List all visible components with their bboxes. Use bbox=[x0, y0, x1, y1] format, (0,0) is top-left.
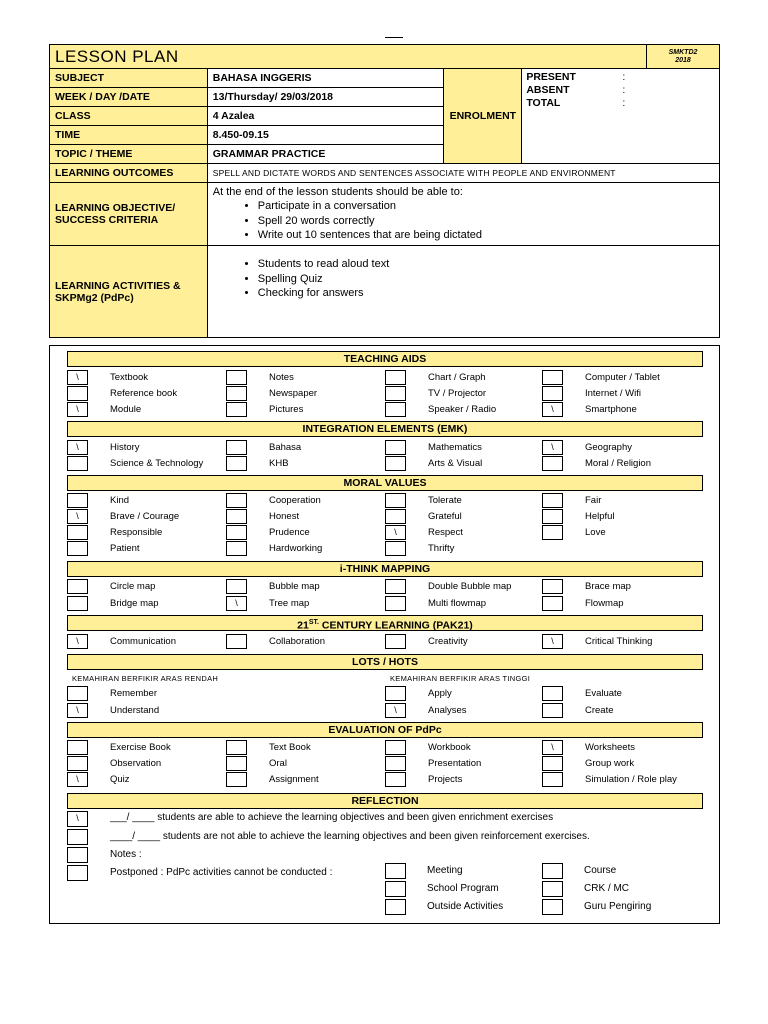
checkbox-label: Geography bbox=[585, 442, 633, 453]
checkbox[interactable] bbox=[385, 579, 406, 594]
checkbox[interactable] bbox=[67, 525, 88, 540]
class-label: CLASS bbox=[50, 107, 208, 126]
time-value: 8.450-09.15 bbox=[207, 126, 444, 145]
checkbox-label: Quiz bbox=[110, 774, 130, 785]
moral-values-header-text: MORAL VALUES bbox=[343, 477, 427, 489]
checkbox[interactable]: \ bbox=[67, 772, 88, 787]
checklist-row bbox=[50, 596, 721, 612]
ithink-header bbox=[67, 561, 703, 577]
topic-value: GRAMMAR PRACTICE bbox=[207, 145, 444, 164]
objective-list bbox=[258, 199, 714, 243]
postponed-option-checkbox[interactable] bbox=[542, 863, 563, 879]
checkbox-label: Internet / Wifi bbox=[585, 388, 641, 399]
reinforcement-checkbox[interactable] bbox=[67, 829, 88, 845]
checkbox[interactable] bbox=[542, 703, 563, 718]
objective-label-line2: SUCCESS CRITERIA bbox=[55, 214, 159, 226]
checkbox[interactable] bbox=[67, 596, 88, 611]
checkbox[interactable] bbox=[542, 509, 563, 524]
checklist-row bbox=[50, 703, 721, 719]
lots-hots-header-text: LOTS / HOTS bbox=[352, 656, 418, 668]
checkbox-label: Respect bbox=[428, 527, 463, 538]
checkbox-label: History bbox=[110, 442, 140, 453]
checkbox[interactable] bbox=[226, 402, 247, 417]
absent-colon: : bbox=[622, 84, 626, 96]
checkbox[interactable] bbox=[542, 456, 563, 471]
checkbox[interactable] bbox=[67, 541, 88, 556]
integration-header bbox=[67, 421, 703, 437]
checkbox-label: Mathematics bbox=[428, 442, 482, 453]
checkbox[interactable] bbox=[226, 579, 247, 594]
checkbox-label: Moral / Religion bbox=[585, 458, 651, 469]
total-label: TOTAL bbox=[526, 97, 561, 109]
checkbox[interactable] bbox=[385, 634, 406, 649]
checkbox-label: Smartphone bbox=[585, 404, 637, 415]
checkbox-label: Hardworking bbox=[269, 543, 323, 554]
checkbox[interactable] bbox=[542, 686, 563, 701]
checkbox[interactable] bbox=[67, 756, 88, 771]
checkbox[interactable] bbox=[226, 772, 247, 787]
checkbox[interactable] bbox=[385, 509, 406, 524]
checklist-section bbox=[49, 345, 720, 924]
checkbox-label: Multi flowmap bbox=[428, 598, 487, 609]
objective-intro: At the end of the lesson students should be able to: bbox=[212, 186, 463, 199]
checkbox-label: Speaker / Radio bbox=[428, 404, 497, 415]
activities-label-line2: SKPMg2 (PdPc) bbox=[55, 291, 134, 304]
pak21-title-sup: ST. bbox=[308, 619, 319, 626]
checklist-row bbox=[50, 509, 721, 525]
postponed-option-checkbox[interactable] bbox=[385, 899, 406, 915]
subject-label: SUBJECT bbox=[50, 69, 208, 88]
outcomes-label: LEARNING OUTCOMES bbox=[50, 164, 208, 183]
checkbox[interactable] bbox=[542, 579, 563, 594]
checkbox-label: Responsible bbox=[110, 527, 163, 538]
checkbox[interactable] bbox=[67, 456, 88, 471]
week-label: WEEK / DAY /DATE bbox=[50, 88, 208, 107]
moral-values-header bbox=[67, 475, 703, 491]
activities-list bbox=[258, 257, 714, 301]
enrichment-text: ___/ ____ students are able to achieve the learning objectives and been given enrichment exercises bbox=[110, 812, 554, 823]
checkbox-label: Presentation bbox=[428, 758, 482, 769]
checkbox[interactable]: \ bbox=[542, 440, 563, 455]
checkbox-label: Computer / Tablet bbox=[585, 372, 660, 383]
checkbox-label: Reference book bbox=[110, 388, 178, 399]
pak21-title-rest: CENTURY LEARNING (PAK21) bbox=[318, 619, 473, 632]
evaluation-header-text: EVALUATION OF PdPc bbox=[328, 724, 442, 736]
activity-item: • Checking for answers bbox=[258, 286, 714, 301]
checkbox[interactable] bbox=[226, 740, 247, 755]
postponed-option-checkbox[interactable] bbox=[385, 863, 406, 879]
checkbox-label: Communication bbox=[110, 636, 176, 647]
checkbox-label: Simulation / Role play bbox=[585, 774, 677, 785]
objective-label-line1: LEARNING OBJECTIVE/ bbox=[55, 202, 176, 214]
checkbox-label: Chart / Graph bbox=[428, 372, 486, 383]
checkbox-label: Observation bbox=[110, 758, 162, 769]
activities-label bbox=[50, 246, 208, 338]
checkbox[interactable] bbox=[226, 756, 247, 771]
enrichment-checkbox[interactable]: \ bbox=[67, 811, 88, 827]
integration-header-text: INTEGRATION ELEMENTS (EMK) bbox=[302, 423, 468, 435]
checkbox-label: Module bbox=[110, 404, 142, 415]
top-dash bbox=[385, 37, 403, 38]
lots-hots-header bbox=[67, 654, 703, 670]
activity-item: • Spelling Quiz bbox=[258, 272, 714, 287]
checklist-row bbox=[50, 579, 721, 595]
checkbox[interactable] bbox=[385, 686, 406, 701]
checkbox-label: Bridge map bbox=[110, 598, 159, 609]
checkbox-label: Helpful bbox=[585, 511, 615, 522]
school-code: SMKTD2 bbox=[668, 48, 698, 56]
checkbox[interactable] bbox=[385, 541, 406, 556]
notes-text: Notes : bbox=[110, 849, 142, 860]
checkbox-label: Grateful bbox=[428, 511, 462, 522]
pak21-header bbox=[67, 615, 703, 631]
enrolment-label: ENROLMENT bbox=[444, 69, 522, 164]
topic-label: TOPIC / THEME bbox=[50, 145, 208, 164]
checkbox-label: Brave / Courage bbox=[110, 511, 180, 522]
week-value: 13/Thursday/ 29/03/2018 bbox=[207, 88, 444, 107]
checkbox-label: Tree map bbox=[269, 598, 310, 609]
activity-item: • Students to read aloud text bbox=[258, 257, 714, 272]
checkbox[interactable] bbox=[67, 686, 88, 701]
reinforcement-text: ____/ ____ students are not able to achieve the learning objectives and been given reinforcement exercises. bbox=[110, 831, 590, 842]
absent-label: ABSENT bbox=[526, 84, 570, 96]
checkbox[interactable] bbox=[226, 440, 247, 455]
postponed-option-label: School Program bbox=[427, 883, 499, 894]
checklist-row bbox=[50, 493, 721, 509]
checkbox-label: Double Bubble map bbox=[428, 581, 512, 592]
checklist-row bbox=[50, 525, 721, 541]
checkbox-label: Notes bbox=[269, 372, 294, 383]
checkbox-label: Create bbox=[585, 705, 614, 716]
checkbox-label: Oral bbox=[269, 758, 287, 769]
checkbox-label: Flowmap bbox=[585, 598, 624, 609]
checkbox[interactable] bbox=[385, 386, 406, 401]
checkbox[interactable] bbox=[542, 386, 563, 401]
checkbox[interactable]: \ bbox=[385, 703, 406, 718]
checkbox[interactable] bbox=[385, 402, 406, 417]
checkbox[interactable] bbox=[385, 493, 406, 508]
checkbox[interactable] bbox=[385, 440, 406, 455]
enrolment-box bbox=[522, 69, 720, 164]
checkbox-label: Bahasa bbox=[269, 442, 302, 453]
checklist-row bbox=[50, 686, 721, 702]
checkbox[interactable]: \ bbox=[67, 634, 88, 649]
checkbox-label: Remember bbox=[110, 688, 157, 699]
checkbox-label: KHB bbox=[269, 458, 289, 469]
notes-checkbox[interactable] bbox=[67, 847, 88, 863]
checkbox[interactable] bbox=[542, 756, 563, 771]
checkbox[interactable]: \ bbox=[67, 509, 88, 524]
checkbox[interactable]: \ bbox=[226, 596, 247, 611]
present-label: PRESENT bbox=[526, 71, 576, 83]
checkbox[interactable] bbox=[385, 772, 406, 787]
checkbox[interactable] bbox=[67, 740, 88, 755]
lots-subtitle: KEMAHIRAN BERFIKIR ARAS RENDAH bbox=[72, 674, 219, 683]
checkbox[interactable] bbox=[542, 525, 563, 540]
checkbox-label: Apply bbox=[428, 688, 452, 699]
checkbox-label: Fair bbox=[585, 495, 602, 506]
checkbox[interactable] bbox=[226, 456, 247, 471]
checkbox[interactable]: \ bbox=[67, 370, 88, 385]
class-value: 4 Azalea bbox=[207, 107, 444, 126]
checkbox-label: Collaboration bbox=[269, 636, 325, 647]
postponed-option-checkbox[interactable] bbox=[542, 899, 563, 915]
checklist-row bbox=[50, 634, 721, 650]
checkbox-label: Projects bbox=[428, 774, 463, 785]
checkbox-label: Brace map bbox=[585, 581, 631, 592]
postponed-checkbox[interactable] bbox=[67, 865, 88, 881]
checkbox[interactable] bbox=[542, 596, 563, 611]
lesson-plan-header-table bbox=[49, 44, 720, 338]
checkbox-label: Love bbox=[585, 527, 606, 538]
checkbox-label: Tolerate bbox=[428, 495, 462, 506]
checkbox[interactable] bbox=[67, 493, 88, 508]
checklist-row bbox=[50, 541, 721, 557]
checkbox-label: Thrifty bbox=[428, 543, 455, 554]
checkbox[interactable]: \ bbox=[542, 402, 563, 417]
checkbox[interactable]: \ bbox=[67, 703, 88, 718]
lesson-plan-title-cell bbox=[50, 45, 647, 69]
checklist-row bbox=[50, 756, 721, 772]
checklist-row bbox=[50, 402, 721, 418]
objective-item: • Write out 10 sentences that are being dictated bbox=[258, 228, 714, 243]
checkbox-label: Workbook bbox=[428, 742, 471, 753]
outcomes-value: SPELL AND DICTATE WORDS AND SENTENCES ASSOCIATE WITH PEOPLE AND ENVIRONMENT bbox=[207, 164, 719, 183]
checkbox-label: Kind bbox=[110, 495, 130, 506]
checkbox[interactable] bbox=[385, 370, 406, 385]
checkbox-label: Patient bbox=[110, 543, 140, 554]
objective-label bbox=[50, 183, 208, 246]
checkbox[interactable] bbox=[226, 541, 247, 556]
postponed-option-label: CRK / MC bbox=[584, 883, 629, 894]
postponed-option-checkbox[interactable] bbox=[542, 881, 563, 897]
checkbox[interactable] bbox=[226, 386, 247, 401]
evaluation-header bbox=[67, 722, 703, 738]
objective-item: • Spell 20 words correctly bbox=[258, 214, 714, 229]
checkbox-label: TV / Projector bbox=[428, 388, 487, 399]
checkbox-label: Newspaper bbox=[269, 388, 318, 399]
present-colon: : bbox=[622, 71, 626, 83]
activities-content bbox=[207, 246, 719, 338]
postponed-option-label: Guru Pengiring bbox=[584, 901, 652, 912]
objective-content bbox=[207, 183, 719, 246]
checklist-row bbox=[50, 370, 721, 386]
postponed-text: Postponed : PdPc activities cannot be conducted : bbox=[110, 867, 333, 878]
checkbox[interactable] bbox=[226, 493, 247, 508]
checkbox[interactable] bbox=[226, 370, 247, 385]
checkbox-label: Critical Thinking bbox=[585, 636, 653, 647]
postponed-option-label: Course bbox=[584, 865, 617, 876]
checkbox-label: Creativity bbox=[428, 636, 468, 647]
time-label: TIME bbox=[50, 126, 208, 145]
teaching-aids-header bbox=[67, 351, 703, 367]
checklist-row bbox=[50, 772, 721, 788]
checkbox[interactable] bbox=[542, 493, 563, 508]
lesson-plan-title: LESSON PLAN bbox=[55, 46, 179, 66]
checkbox[interactable]: \ bbox=[542, 634, 563, 649]
checkbox[interactable]: \ bbox=[67, 402, 88, 417]
checkbox-label: Textbook bbox=[110, 372, 149, 383]
school-badge bbox=[647, 45, 720, 69]
activities-label-line1: LEARNING ACTIVITIES & bbox=[55, 279, 181, 292]
checklist-row bbox=[50, 386, 721, 402]
total-colon: : bbox=[622, 97, 626, 109]
checkbox[interactable]: \ bbox=[385, 525, 406, 540]
pak21-title-num: 21 bbox=[297, 619, 309, 632]
checkbox[interactable] bbox=[385, 756, 406, 771]
checkbox-label: Analyses bbox=[428, 705, 467, 716]
checkbox[interactable] bbox=[67, 386, 88, 401]
checkbox[interactable]: \ bbox=[542, 740, 563, 755]
checkbox-label: Circle map bbox=[110, 581, 156, 592]
checkbox[interactable] bbox=[226, 634, 247, 649]
checkbox-label: Pictures bbox=[269, 404, 304, 415]
checklist-row bbox=[50, 440, 721, 456]
checkbox-label: Evaluate bbox=[585, 688, 622, 699]
hots-subtitle: KEMAHIRAN BERFIKIR ARAS TINGGI bbox=[390, 674, 531, 683]
checkbox[interactable] bbox=[542, 772, 563, 787]
reflection-header-text: REFLECTION bbox=[351, 795, 419, 807]
subject-value: BAHASA INGGERIS bbox=[207, 69, 444, 88]
checkbox-label: Science & Technology bbox=[110, 458, 204, 469]
ithink-header-text: i-THINK MAPPING bbox=[339, 563, 431, 575]
checkbox-label: Cooperation bbox=[269, 495, 321, 506]
checkbox-label: Text Book bbox=[269, 742, 311, 753]
checkbox-label: Arts & Visual bbox=[428, 458, 483, 469]
checkbox-label: Exercise Book bbox=[110, 742, 171, 753]
checklist-row bbox=[50, 740, 721, 756]
checkbox[interactable] bbox=[385, 740, 406, 755]
objective-item: • Participate in a conversation bbox=[258, 199, 714, 214]
checkbox[interactable] bbox=[67, 579, 88, 594]
postponed-option-label: Meeting bbox=[427, 865, 463, 876]
checkbox-label: Group work bbox=[585, 758, 635, 769]
checkbox-label: Understand bbox=[110, 705, 160, 716]
checkbox-label: Honest bbox=[269, 511, 300, 522]
postponed-option-checkbox[interactable] bbox=[385, 881, 406, 897]
checkbox-label: Worksheets bbox=[585, 742, 635, 753]
checklist-row bbox=[50, 456, 721, 472]
checkbox-label: Assignment bbox=[269, 774, 319, 785]
checkbox[interactable] bbox=[226, 509, 247, 524]
checkbox[interactable]: \ bbox=[67, 440, 88, 455]
checkbox[interactable] bbox=[385, 596, 406, 611]
school-year: 2018 bbox=[675, 56, 691, 64]
postponed-option-label: Outside Activities bbox=[427, 901, 504, 912]
teaching-aids-header-text: TEACHING AIDS bbox=[343, 353, 427, 365]
checkbox-label: Prudence bbox=[269, 527, 310, 538]
reflection-header bbox=[67, 793, 703, 809]
checkbox[interactable] bbox=[542, 370, 563, 385]
checkbox[interactable] bbox=[226, 525, 247, 540]
checkbox-label: Bubble map bbox=[269, 581, 320, 592]
checkbox[interactable] bbox=[385, 456, 406, 471]
